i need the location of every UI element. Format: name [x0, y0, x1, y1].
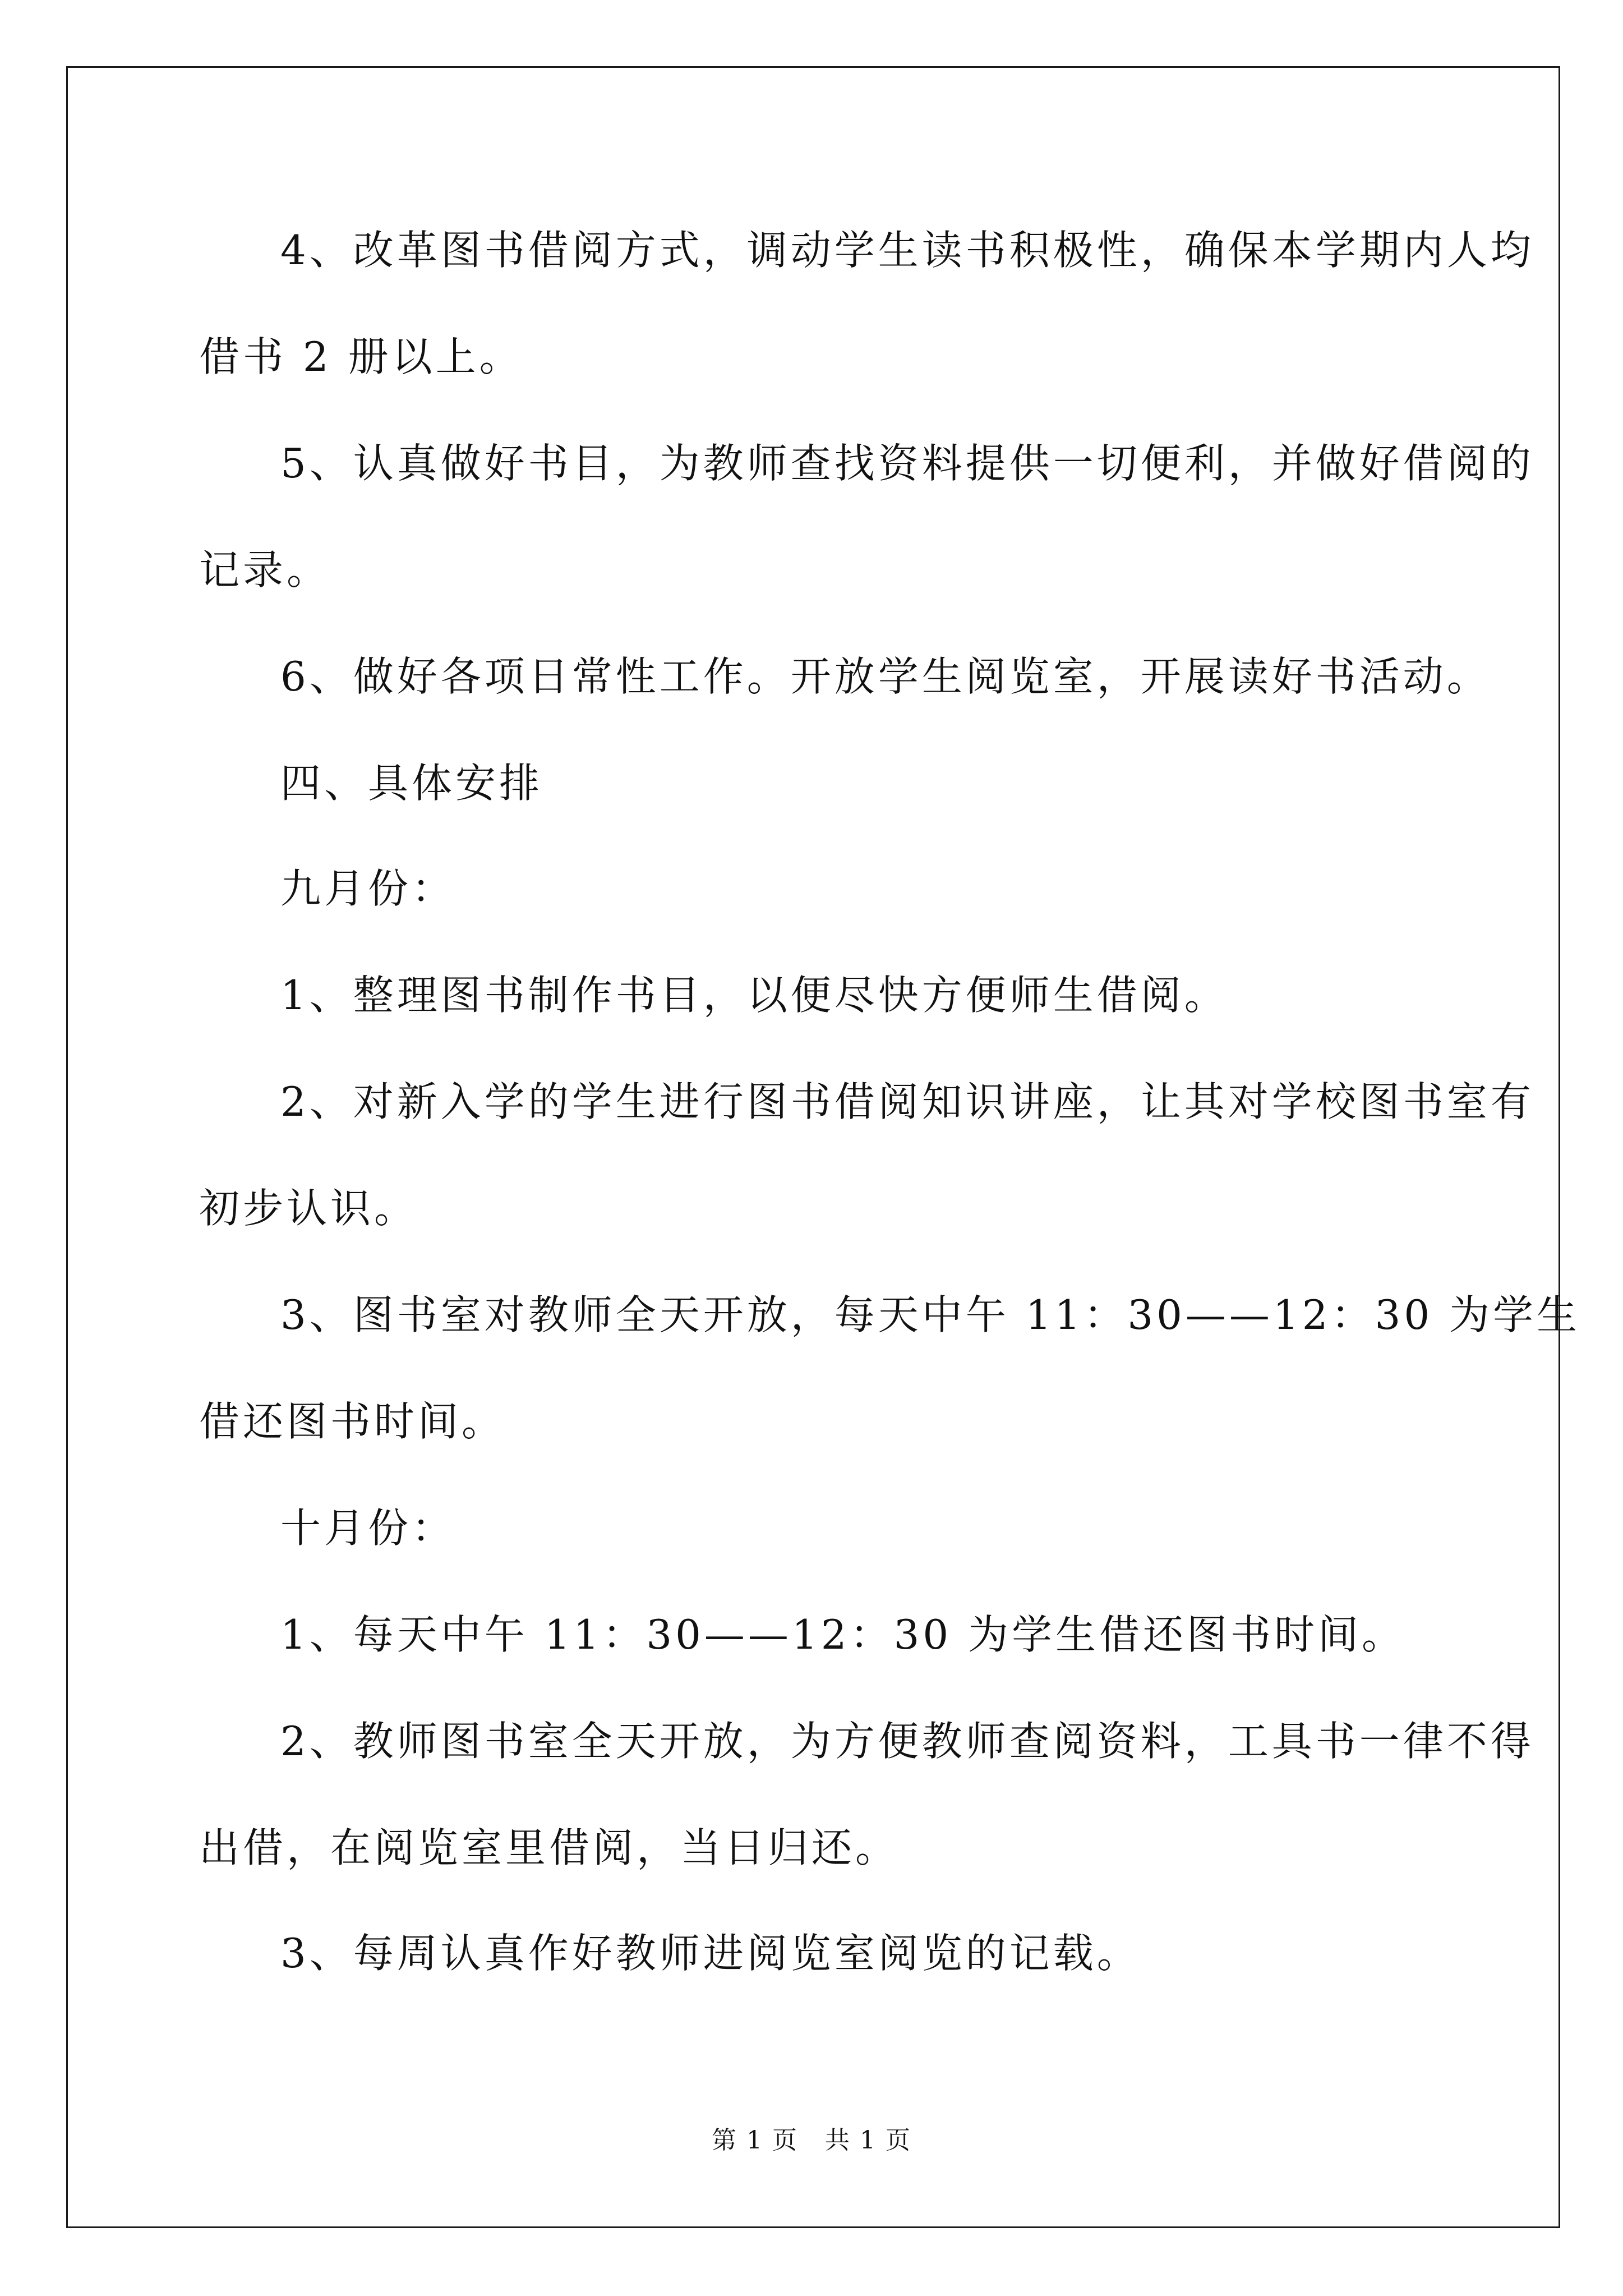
paragraph-line: 5、认真做好书目，为教师查找资料提供一切便利，并做好借阅的	[280, 440, 1534, 487]
paragraph-line: 2、教师图书室全天开放，为方便教师查阅资料，工具书一律不得	[280, 1718, 1534, 1765]
paragraph-line: 借还图书时间。	[199, 1398, 506, 1445]
paragraph-line: 2、对新入学的学生进行图书借阅知识讲座，让其对学校图书室有	[280, 1078, 1534, 1125]
paragraph-line: 记录。	[199, 546, 331, 593]
paragraph-line: 出借，在阅览室里借阅，当日归还。	[199, 1824, 900, 1871]
page-footer: 第 1 页 共 1 页	[712, 2126, 911, 2155]
paragraph-line: 初步认识。	[199, 1185, 418, 1232]
paragraph-line: 4、改革图书借阅方式，调动学生读书积极性，确保本学期内人均	[280, 227, 1534, 274]
paragraph-line: 6、做好各项日常性工作。开放学生阅览室，开展读好书活动。	[280, 653, 1491, 700]
month-heading: 十月份：	[280, 1504, 456, 1552]
month-heading: 九月份：	[280, 865, 456, 912]
paragraph-line: 1、整理图书制作书目，以便尽快方便师生借阅。	[280, 972, 1228, 1019]
paragraph-line: 3、图书室对教师全天开放，每天中午 11：30——12：30 为学生	[280, 1291, 1581, 1338]
paragraph-line: 借书 2 册以上。	[199, 333, 523, 380]
paragraph-line: 1、每天中午 11：30——12：30 为学生借还图书时间。	[280, 1611, 1406, 1658]
paragraph-line: 3、每周认真作好教师进阅览室阅览的记载。	[280, 1930, 1141, 1977]
section-heading: 四、具体安排	[280, 760, 543, 807]
page-border	[66, 66, 1560, 2228]
